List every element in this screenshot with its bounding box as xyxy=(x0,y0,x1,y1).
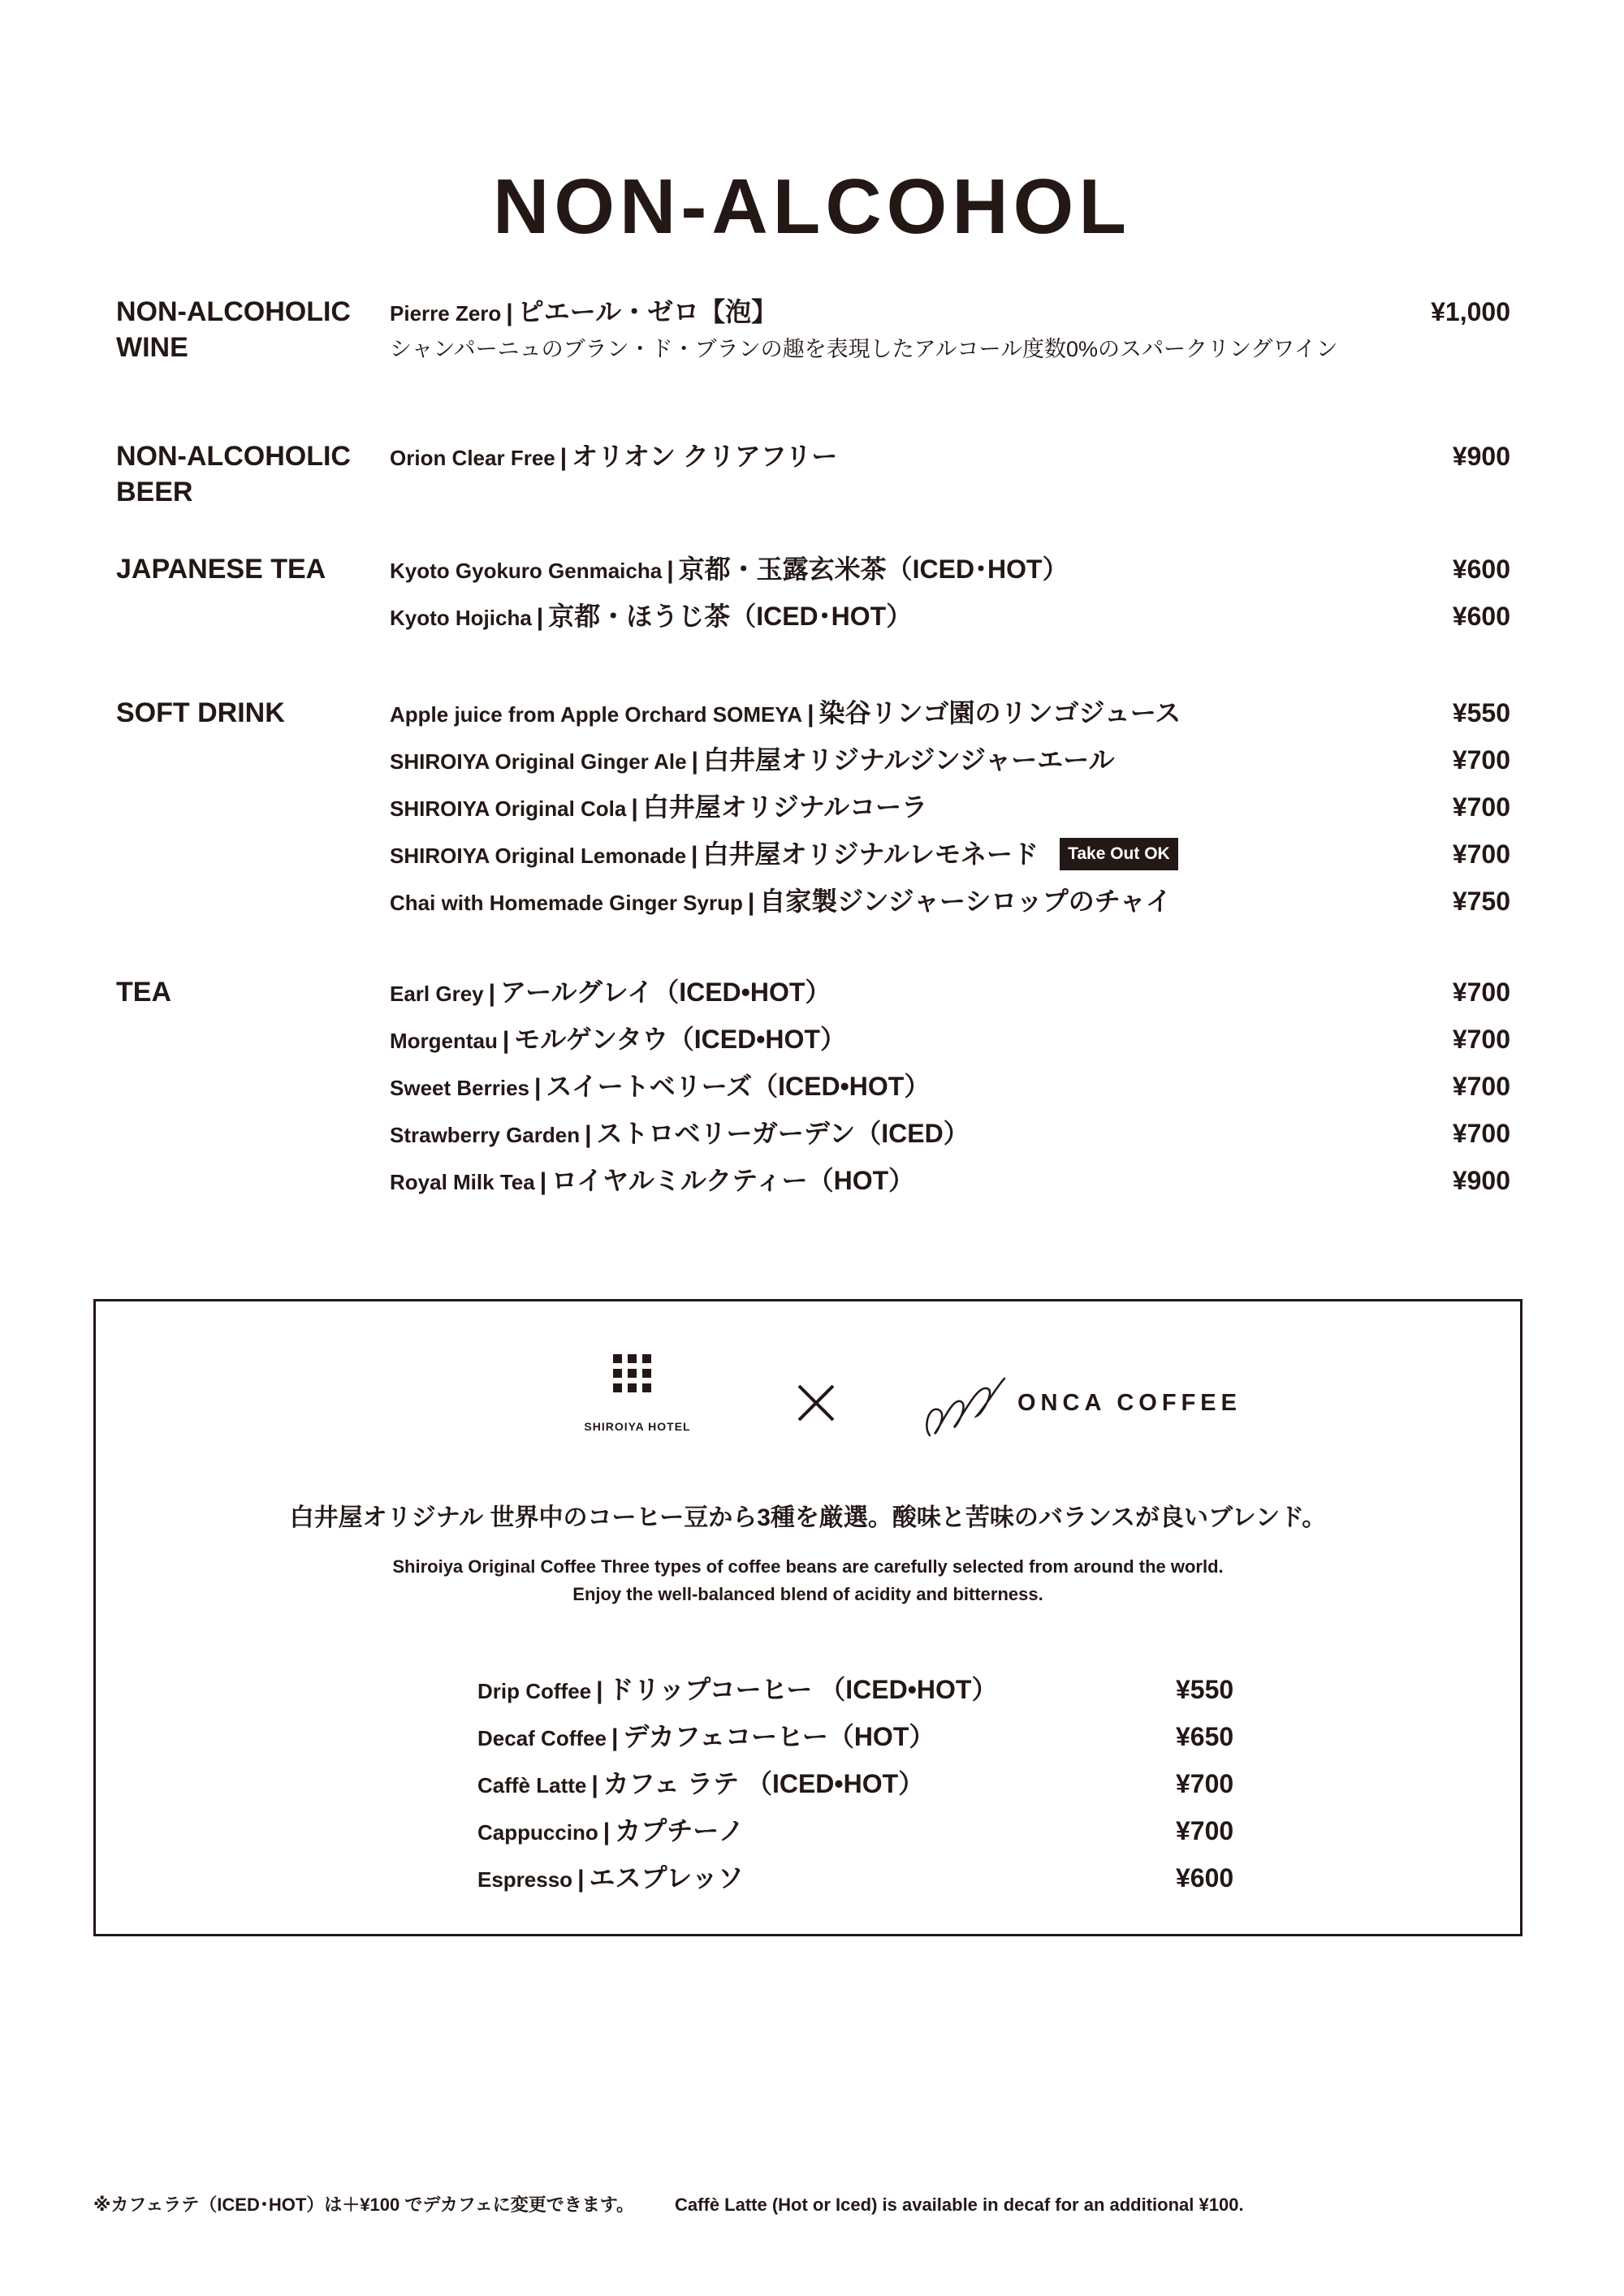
item-name-jp: ピエール・ゼロ【泡】 xyxy=(517,297,778,326)
category-label: JAPANESE TEA xyxy=(116,554,326,585)
separator: | xyxy=(577,1866,585,1892)
separator: | xyxy=(596,1677,603,1704)
item-name-en: Earl Grey xyxy=(390,982,484,1006)
menu-item xyxy=(390,789,1510,825)
separator: | xyxy=(536,604,544,631)
onca-logo-text: ONCA COFFEE xyxy=(1017,1390,1242,1416)
page-title: NON-ALCOHOL xyxy=(493,163,1131,250)
item-name-en: Kyoto Hojicha xyxy=(390,606,532,630)
category-label: SOFT DRINK xyxy=(116,697,285,728)
separator: | xyxy=(591,1772,598,1798)
separator: | xyxy=(533,1074,542,1101)
separator: | xyxy=(611,1724,619,1751)
item-name-jp: エスプレッソ xyxy=(589,1863,744,1892)
onca-script-logo-icon xyxy=(920,1362,1009,1444)
separator: | xyxy=(502,1027,510,1054)
menu-item xyxy=(390,742,1510,778)
cross-icon xyxy=(796,1383,836,1423)
item-price: ¥550 xyxy=(1176,1675,1234,1704)
item-name-en: Cappuccino xyxy=(477,1820,598,1845)
item-name-jp: 京都・ほうじ茶（ICED･HOT） xyxy=(548,602,913,631)
separator: | xyxy=(488,980,496,1007)
item-price: ¥650 xyxy=(1176,1722,1234,1751)
footnote-en: Caffè Latte (Hot or Iced) is available in decaf for an additional ¥100. xyxy=(675,2195,1244,2215)
item-name-en: Royal Milk Tea xyxy=(390,1170,535,1194)
take-out-badge: Take Out OK xyxy=(1060,838,1178,870)
item-name-en: SHIROIYA Original Ginger Ale xyxy=(390,749,687,774)
separator: | xyxy=(539,1168,547,1195)
coffee-item xyxy=(477,1766,1234,1802)
item-name-jp: アールグレイ（ICED•HOT） xyxy=(500,978,831,1007)
menu-item xyxy=(390,1163,1510,1198)
item-price: ¥1,000 xyxy=(1431,297,1510,326)
menu-item xyxy=(390,836,1510,872)
item-price: ¥600 xyxy=(1452,602,1510,631)
item-price: ¥700 xyxy=(1176,1769,1234,1798)
separator: | xyxy=(559,444,568,471)
shiroiya-grid-logo-icon xyxy=(613,1354,662,1403)
coffee-box xyxy=(93,1299,1522,1936)
item-price: ¥900 xyxy=(1452,442,1510,471)
item-price: ¥700 xyxy=(1452,745,1510,775)
item-name-jp: 白井屋オリジナルレモネード xyxy=(702,839,1039,869)
menu-item xyxy=(390,974,1510,1010)
item-name-jp: カプチーノ xyxy=(615,1816,745,1845)
item-name-en: Espresso xyxy=(477,1867,573,1892)
separator: | xyxy=(603,1819,611,1845)
separator: | xyxy=(747,889,755,916)
menu-item xyxy=(390,1116,1510,1151)
item-name-jp: 自家製ジンジャーシロップのチャイ xyxy=(759,887,1172,916)
shiroiya-logo-text: SHIROIYA HOTEL xyxy=(584,1420,691,1433)
item-price: ¥700 xyxy=(1452,792,1510,822)
footnote xyxy=(93,2192,1244,2218)
item-name-en: Chai with Homemade Ginger Syrup xyxy=(390,891,743,915)
item-price: ¥700 xyxy=(1452,1119,1510,1148)
category-label: TEA xyxy=(116,977,171,1008)
item-name-en: Strawberry Garden xyxy=(390,1123,581,1147)
coffee-item xyxy=(477,1719,1234,1754)
separator: | xyxy=(631,795,638,822)
item-price: ¥700 xyxy=(1452,1025,1510,1054)
item-name-en: Kyoto Gyokuro Genmaicha xyxy=(390,559,663,583)
item-name-en: SHIROIYA Original Lemonade xyxy=(390,844,687,868)
item-name-jp: モルゲンタウ（ICED•HOT） xyxy=(514,1025,846,1054)
item-name-en: Apple juice from Apple Orchard SOMEYA xyxy=(390,702,803,727)
category-label: NON-ALCOHOLIC BEER xyxy=(116,441,351,507)
menu-item xyxy=(390,1068,1510,1104)
item-name-jp: スイートベリーズ（ICED•HOT） xyxy=(546,1072,931,1101)
footnote-jp: ※カフェラテ（ICED･HOT）は＋¥100 でデカフェに変更できます。 xyxy=(93,2195,635,2215)
item-name-jp: 京都・玉露玄米茶（ICED･HOT） xyxy=(678,555,1069,584)
menu-item xyxy=(390,438,1510,474)
coffee-item xyxy=(477,1860,1234,1896)
item-description: シャンパーニュのブラン・ド・ブランの趣を表現したアルコール度数0%のスパークリングワイン xyxy=(390,337,1338,361)
item-price: ¥600 xyxy=(1452,555,1510,584)
coffee-description-en: Enjoy the well-balanced blend of acidity and bitterness. xyxy=(572,1584,1043,1604)
item-price: ¥900 xyxy=(1452,1166,1510,1195)
item-name-en: Orion Clear Free xyxy=(390,446,555,470)
item-name-jp: ストロベリーガーデン（ICED） xyxy=(596,1119,970,1148)
item-name-jp: デカフェコーヒー（HOT） xyxy=(623,1722,935,1751)
menu-item xyxy=(390,598,1510,634)
menu-item xyxy=(390,695,1510,731)
menu-item xyxy=(390,551,1510,587)
item-name-en: Caffè Latte xyxy=(477,1773,587,1798)
coffee-item xyxy=(477,1672,1234,1707)
item-name-jp: オリオン クリアフリー xyxy=(572,442,838,471)
separator: | xyxy=(585,1121,592,1148)
item-name-en: Pierre Zero xyxy=(390,301,502,326)
menu-item xyxy=(390,883,1510,919)
separator: | xyxy=(506,300,513,326)
item-name-jp: 染谷リンゴ園のリンゴジュース xyxy=(818,698,1181,727)
item-price: ¥600 xyxy=(1176,1863,1234,1892)
category-label: NON-ALCOHOLIC WINE xyxy=(116,296,351,363)
separator: | xyxy=(691,842,698,869)
menu-item xyxy=(390,1021,1510,1057)
separator: | xyxy=(667,557,674,584)
item-name-jp: 白井屋オリジナルコーラ xyxy=(642,792,928,822)
item-price: ¥750 xyxy=(1452,887,1510,916)
item-name-en: Decaf Coffee xyxy=(477,1726,607,1750)
item-name-en: Drip Coffee xyxy=(477,1679,592,1703)
item-price: ¥700 xyxy=(1452,1072,1510,1101)
item-name-en: Morgentau xyxy=(390,1029,498,1053)
item-price: ¥550 xyxy=(1452,698,1510,727)
menu-item xyxy=(390,294,1510,330)
item-price: ¥700 xyxy=(1452,978,1510,1007)
coffee-description-en: Shiroiya Original Coffee Three types of coffee beans are carefully selected from around the world. xyxy=(392,1556,1224,1577)
item-name-en: SHIROIYA Original Cola xyxy=(390,796,627,821)
coffee-description-jp: 白井屋オリジナル 世界中のコーヒー豆から3種を厳選。酸味と苦味のバランスが良いブレンド。 xyxy=(289,1504,1327,1531)
coffee-item xyxy=(477,1813,1234,1849)
separator: | xyxy=(691,748,698,775)
item-price: ¥700 xyxy=(1452,839,1510,869)
item-price: ¥700 xyxy=(1176,1816,1234,1845)
separator: | xyxy=(807,701,814,727)
item-name-jp: 白井屋オリジナルジンジャーエール xyxy=(702,745,1115,775)
item-name-en: Sweet Berries xyxy=(390,1076,529,1100)
item-name-jp: カフェ ラテ （ICED•HOT） xyxy=(603,1769,925,1798)
item-name-jp: ドリップコーヒー （ICED•HOT） xyxy=(607,1675,998,1704)
item-name-jp: ロイヤルミルクティー（HOT） xyxy=(551,1166,915,1195)
